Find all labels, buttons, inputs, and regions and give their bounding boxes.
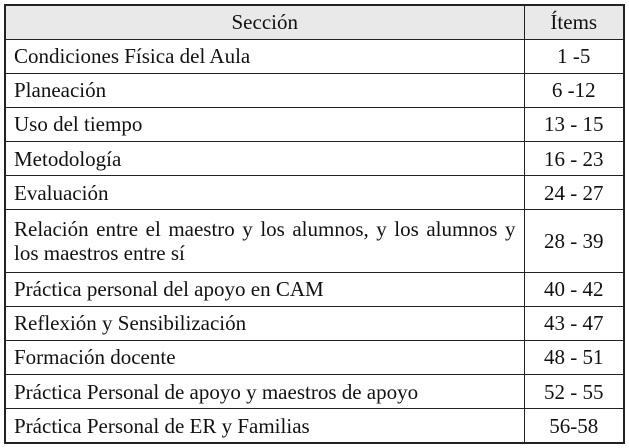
section-name: Uso del tiempo [5,107,524,141]
items-range: 40 - 42 [524,272,624,306]
items-range: 48 - 51 [524,340,624,374]
items-range: 6 -12 [524,73,624,107]
sections-table-container [4,4,623,444]
table-row [5,107,624,141]
section-name: Formación docente [5,340,524,374]
table-row [5,375,624,409]
table-row [5,73,624,107]
items-range: 43 - 47 [524,306,624,340]
items-range: 56-58 [524,409,624,443]
table-row [5,210,624,272]
table-header-row [5,5,624,39]
section-name: Metodología [5,142,524,176]
header-items: Ítems [524,5,624,39]
items-range: 28 - 39 [524,210,624,272]
section-name: Práctica Personal de apoyo y maestros de apoyo [5,375,524,409]
table-row [5,176,624,210]
table-row [5,142,624,176]
section-name: Reflexión y Sensibilización [5,306,524,340]
section-name: Práctica personal del apoyo en CAM [5,272,524,306]
table-row [5,409,624,443]
items-range: 24 - 27 [524,176,624,210]
items-range: 52 - 55 [524,375,624,409]
table-row [5,340,624,374]
items-range: 16 - 23 [524,142,624,176]
table-row [5,306,624,340]
items-range: 13 - 15 [524,107,624,141]
sections-table [4,4,625,444]
section-name: Relación entre el maestro y los alumnos, y los alumnos y los maestros entre sí [5,210,524,272]
items-range: 1 -5 [524,39,624,73]
table-row [5,39,624,73]
section-name: Práctica Personal de ER y Familias [5,409,524,443]
table-row [5,272,624,306]
section-name: Planeación [5,73,524,107]
header-section: Sección [5,5,524,39]
section-name: Evaluación [5,176,524,210]
section-name: Condiciones Física del Aula [5,39,524,73]
